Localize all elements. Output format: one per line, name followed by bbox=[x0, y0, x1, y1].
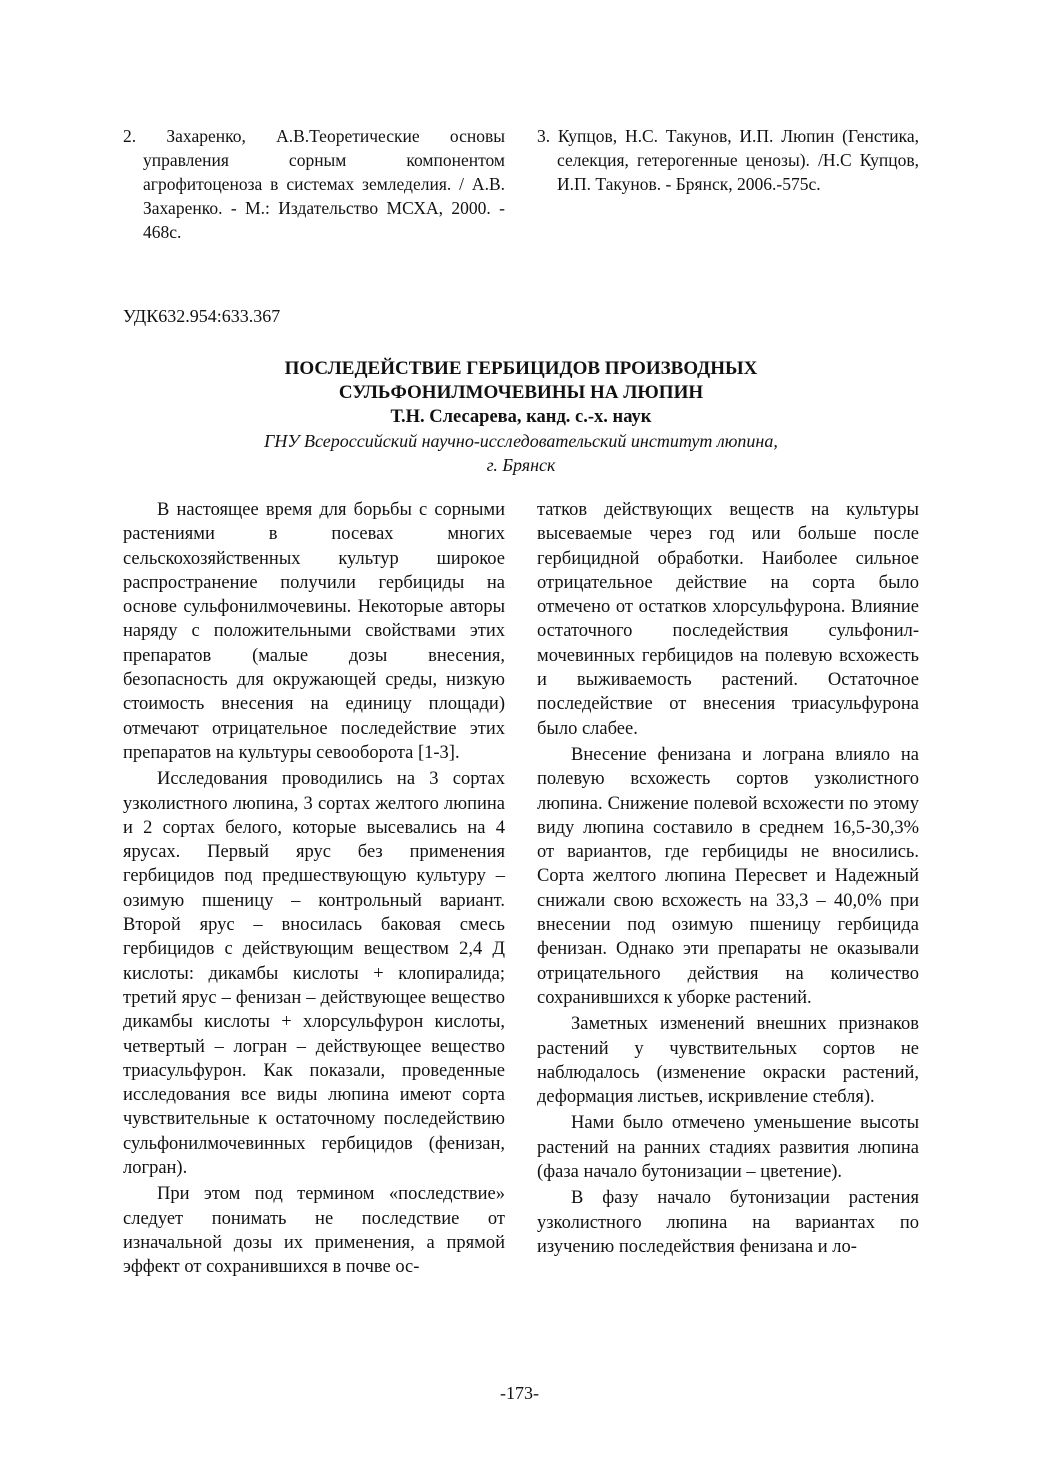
paragraph: Нами было отмечено уменьшение высоты растений на ранних стадиях развития люпина (фаза начало бутонизации – цветение). bbox=[537, 1113, 919, 1183]
article-title-line-1: ПОСЛЕДЕЙСТВИЕ ГЕРБИЦИДОВ ПРОИЗВОДНЫХ bbox=[284, 358, 758, 379]
body-column-left bbox=[123, 498, 505, 1282]
author-affiliation-line-1: ГНУ Всероссийский научно-исследовательский институт люпина, bbox=[264, 431, 778, 451]
body-column-right bbox=[537, 498, 919, 1261]
reference-item-3: 3. Купцов, Н.С. Такунов, И.П. Люпин (Генстика, селекция, гетерогенные ценозы). /Н.С Купцов, И.П. Такунов. - Брянск, 2006.-575с. bbox=[537, 126, 919, 194]
paragraph: Внесение фенизана и логрaна влияло на полевую всхожесть сортов узколистного люпина. Снижение полевой всхожести по этому виду люпина составило в среднем 16,5-30,3% от вариантов, где гербициды не вносились. Сорта желтого люпина Пересвет и Надежный снижали свою всхожесть на 33,3 – 40,0% при внесении под озимую пшеницу гербицида фенизан. Однако эти препараты не оказывали отрицательного действия на количество сохранившихся к уборке растений. bbox=[537, 744, 919, 1008]
reference-list-left bbox=[123, 124, 505, 244]
page-number: -173- bbox=[500, 1383, 539, 1403]
paragraph: В настоящее время для борьбы с сорными растениями в посевах многих сельскохозяйственных культур широкое распространение получили гербициды на основе сульфонилмочевины. Некоторые авторы наряду с положительными свойствами этих препаратов (малые дозы внесения, безопасность для окружающей среды, низкую стоимость внесения на единицу площади) отмечают отрицательное последействие этих препаратов на культуры севооборота [1-3]. bbox=[123, 500, 505, 763]
paragraph-continued: татков действующих веществ на культуры высеваемые через год или больше после гербицидной обработки. Наиболее сильное отрицательное действие на сорта было отмечено от остатков хлорсульфурона. Влияние остаточного последействия сульфонил-мочевинных гербицидов на полевую всхожесть и выживаемость растений. Остаточное последействие от внесения триасульфурона было слабее. bbox=[537, 500, 919, 739]
paragraph: При этом под термином «последствие» следует понимать не последствие от изначальной дозы их применения, а прямой эффект от сохранившихся в почве ос- bbox=[123, 1184, 505, 1278]
udk-code: УДК632.954:633.367 bbox=[123, 306, 281, 326]
article-header bbox=[123, 357, 919, 477]
paragraph: Исследования проводились на 3 сортах узколистного люпина, 3 сортах желтого люпина и 2 сортах белого, которые высевались на 4 ярусах. Первый ярус без применения гербицидов под предшествующую культуру – озимую пшеницу – контрольный вариант. Второй ярус – вносилась баковая смесь гербицидов с действующим веществом 2,4 Д кислоты: дикамбы кислоты + клопиралида; третий ярус – фенизан – действующее вещество дикамбы кислоты + хлорсульфурон кислоты, четвертый – логран – действующее вещество триасульфурон. Как показали, проведенные исследования все виды люпина имеют сорта чувствительные к остаточному последействию сульфонилмочевинных гербицидов (фенизан, логран). bbox=[123, 769, 505, 1179]
paragraph: В фазу начало бутонизации растения узколистного люпина на вариантах по изучению последействия фенизана и ло- bbox=[537, 1188, 919, 1257]
reference-item-2: 2. Захаренко, А.В.Теоретические основы управления сорным компонентом агрофитоценоза в системах земледелия. / А.В. Захаренко. - М.: Издательство МСХА, 2000. - 468с. bbox=[123, 126, 505, 242]
article-author: Т.Н. Слесарева, канд. с.-х. наук bbox=[390, 407, 652, 427]
article-title-line-2: СУЛЬФОНИЛМОЧЕВИНЫ НА ЛЮПИН bbox=[338, 382, 704, 403]
paragraph: Заметных изменений внешних признаков растений у чувствительных сортов не наблюдалось (изменение окраски растений, деформация листьев, искривление стебля). bbox=[537, 1014, 919, 1108]
author-affiliation-line-2: г. Брянск bbox=[486, 455, 556, 475]
reference-list-right bbox=[537, 124, 919, 196]
